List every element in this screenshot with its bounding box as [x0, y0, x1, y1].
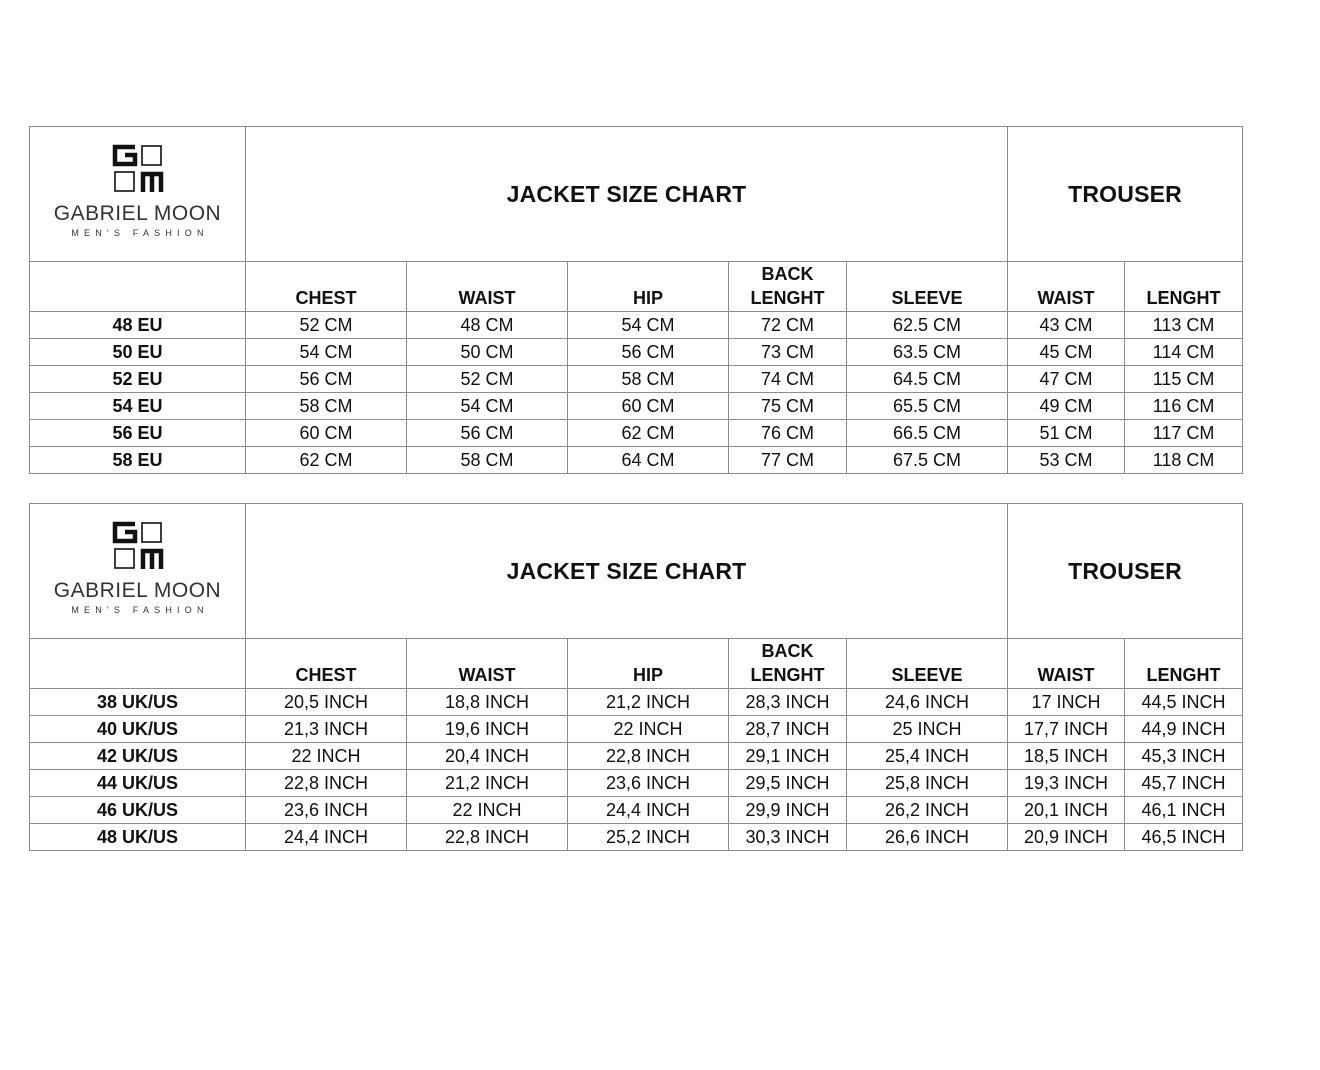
table-row	[30, 770, 1243, 797]
hip-cell: 58 CM	[568, 366, 729, 393]
back-length-cell: 29,1 INCH	[729, 743, 847, 770]
hip-cell: 22 INCH	[568, 716, 729, 743]
chest-header: CHEST	[246, 639, 407, 689]
trouser-length-header: LENGHT	[1125, 639, 1243, 689]
waist-cell: 19,6 INCH	[407, 716, 568, 743]
chest-cell: 62 CM	[246, 447, 407, 474]
trouser-waist-cell: 51 CM	[1008, 420, 1125, 447]
table-row	[30, 447, 1243, 474]
size-label: 42 UK/US	[30, 743, 246, 770]
chest-cell: 52 CM	[246, 312, 407, 339]
hip-cell: 23,6 INCH	[568, 770, 729, 797]
trouser-title: TROUSER	[1008, 127, 1243, 262]
table-row	[30, 312, 1243, 339]
waist-cell: 54 CM	[407, 393, 568, 420]
back-length-header	[729, 262, 847, 312]
column-header-row	[30, 262, 1243, 312]
size-label: 46 UK/US	[30, 797, 246, 824]
waist-cell: 58 CM	[407, 447, 568, 474]
column-header-row	[30, 639, 1243, 689]
size-label: 58 EU	[30, 447, 246, 474]
sleeve-cell: 25 INCH	[847, 716, 1008, 743]
back-length-cell: 28,7 INCH	[729, 716, 847, 743]
trouser-length-cell: 44,5 INCH	[1125, 689, 1243, 716]
size-label: 38 UK/US	[30, 689, 246, 716]
sleeve-cell: 62.5 CM	[847, 312, 1008, 339]
hip-cell: 24,4 INCH	[568, 797, 729, 824]
table-body	[30, 689, 1243, 851]
size-label: 56 EU	[30, 420, 246, 447]
waist-cell: 48 CM	[407, 312, 568, 339]
back-length-cell: 29,5 INCH	[729, 770, 847, 797]
brand-logo-cell	[30, 504, 246, 639]
trouser-length-cell: 115 CM	[1125, 366, 1243, 393]
hip-header: HIP	[568, 639, 729, 689]
trouser-waist-cell: 17 INCH	[1008, 689, 1125, 716]
trouser-waist-cell: 53 CM	[1008, 447, 1125, 474]
table-row	[30, 339, 1243, 366]
chest-cell: 24,4 INCH	[246, 824, 407, 851]
waist-header: WAIST	[407, 262, 568, 312]
sleeve-header: SLEEVE	[847, 262, 1008, 312]
hip-header: HIP	[568, 262, 729, 312]
back-length-header-line2: LENGHT	[750, 665, 825, 685]
trouser-length-cell: 45,3 INCH	[1125, 743, 1243, 770]
brand-logo	[30, 526, 245, 616]
size-label: 48 EU	[30, 312, 246, 339]
hip-cell: 25,2 INCH	[568, 824, 729, 851]
trouser-waist-cell: 49 CM	[1008, 393, 1125, 420]
back-length-cell: 74 CM	[729, 366, 847, 393]
size-chart-table-ukus	[29, 503, 1243, 851]
sleeve-cell: 26,2 INCH	[847, 797, 1008, 824]
trouser-length-cell: 114 CM	[1125, 339, 1243, 366]
jacket-size-chart-title: JACKET SIZE CHART	[246, 127, 1008, 262]
sleeve-header: SLEEVE	[847, 639, 1008, 689]
brand-name: GABRIEL MOON	[53, 202, 222, 225]
trouser-length-cell: 46,5 INCH	[1125, 824, 1243, 851]
size-label: 44 UK/US	[30, 770, 246, 797]
trouser-length-cell: 44,9 INCH	[1125, 716, 1243, 743]
table-row	[30, 797, 1243, 824]
hip-cell: 22,8 INCH	[568, 743, 729, 770]
chest-cell: 56 CM	[246, 366, 407, 393]
chest-cell: 21,3 INCH	[246, 716, 407, 743]
chest-cell: 60 CM	[246, 420, 407, 447]
sleeve-cell: 26,6 INCH	[847, 824, 1008, 851]
waist-cell: 20,4 INCH	[407, 743, 568, 770]
chest-cell: 22,8 INCH	[246, 770, 407, 797]
hip-cell: 21,2 INCH	[568, 689, 729, 716]
trouser-waist-cell: 18,5 INCH	[1008, 743, 1125, 770]
back-length-header-line1: BACK	[761, 264, 814, 284]
waist-cell: 18,8 INCH	[407, 689, 568, 716]
gm-logo-icon	[112, 143, 164, 193]
title-row	[30, 504, 1243, 639]
size-column-header	[30, 639, 246, 689]
size-column-header	[30, 262, 246, 312]
back-length-header-line2: LENGHT	[750, 288, 825, 308]
brand-tagline: MEN'S FASHION	[71, 228, 209, 238]
trouser-waist-cell: 19,3 INCH	[1008, 770, 1125, 797]
back-length-cell: 72 CM	[729, 312, 847, 339]
trouser-title: TROUSER	[1008, 504, 1243, 639]
trouser-length-cell: 45,7 INCH	[1125, 770, 1243, 797]
trouser-waist-cell: 47 CM	[1008, 366, 1125, 393]
chest-cell: 54 CM	[246, 339, 407, 366]
table-row	[30, 689, 1243, 716]
back-length-header-line1: BACK	[761, 641, 814, 661]
waist-cell: 52 CM	[407, 366, 568, 393]
trouser-waist-cell: 43 CM	[1008, 312, 1125, 339]
back-length-cell: 75 CM	[729, 393, 847, 420]
trouser-waist-cell: 20,9 INCH	[1008, 824, 1125, 851]
sleeve-cell: 25,4 INCH	[847, 743, 1008, 770]
back-length-cell: 29,9 INCH	[729, 797, 847, 824]
sleeve-cell: 65.5 CM	[847, 393, 1008, 420]
back-length-cell: 28,3 INCH	[729, 689, 847, 716]
sleeve-cell: 66.5 CM	[847, 420, 1008, 447]
table-row	[30, 743, 1243, 770]
table-row	[30, 824, 1243, 851]
waist-cell: 50 CM	[407, 339, 568, 366]
chest-cell: 22 INCH	[246, 743, 407, 770]
brand-tagline: MEN'S FASHION	[71, 605, 209, 615]
sleeve-cell: 25,8 INCH	[847, 770, 1008, 797]
trouser-waist-cell: 17,7 INCH	[1008, 716, 1125, 743]
trouser-waist-header: WAIST	[1008, 639, 1125, 689]
waist-cell: 56 CM	[407, 420, 568, 447]
trouser-length-cell: 116 CM	[1125, 393, 1243, 420]
sleeve-cell: 24,6 INCH	[847, 689, 1008, 716]
size-label: 40 UK/US	[30, 716, 246, 743]
chest-cell: 58 CM	[246, 393, 407, 420]
brand-logo	[30, 149, 245, 239]
back-length-cell: 77 CM	[729, 447, 847, 474]
size-label: 54 EU	[30, 393, 246, 420]
brand-logo-cell	[30, 127, 246, 262]
table-row	[30, 420, 1243, 447]
size-label: 52 EU	[30, 366, 246, 393]
hip-cell: 54 CM	[568, 312, 729, 339]
trouser-waist-cell: 45 CM	[1008, 339, 1125, 366]
waist-cell: 22 INCH	[407, 797, 568, 824]
trouser-length-cell: 117 CM	[1125, 420, 1243, 447]
table-row	[30, 716, 1243, 743]
size-label: 48 UK/US	[30, 824, 246, 851]
waist-header: WAIST	[407, 639, 568, 689]
gm-logo-icon	[112, 520, 164, 570]
sleeve-cell: 64.5 CM	[847, 366, 1008, 393]
back-length-cell: 76 CM	[729, 420, 847, 447]
waist-cell: 22,8 INCH	[407, 824, 568, 851]
size-label: 50 EU	[30, 339, 246, 366]
back-length-cell: 73 CM	[729, 339, 847, 366]
trouser-waist-cell: 20,1 INCH	[1008, 797, 1125, 824]
back-length-header	[729, 639, 847, 689]
brand-name: GABRIEL MOON	[53, 579, 222, 602]
chest-cell: 23,6 INCH	[246, 797, 407, 824]
trouser-length-cell: 113 CM	[1125, 312, 1243, 339]
waist-cell: 21,2 INCH	[407, 770, 568, 797]
title-row	[30, 127, 1243, 262]
chest-header: CHEST	[246, 262, 407, 312]
trouser-length-cell: 46,1 INCH	[1125, 797, 1243, 824]
hip-cell: 62 CM	[568, 420, 729, 447]
hip-cell: 56 CM	[568, 339, 729, 366]
table-row	[30, 393, 1243, 420]
hip-cell: 64 CM	[568, 447, 729, 474]
jacket-size-chart-title: JACKET SIZE CHART	[246, 504, 1008, 639]
table-row	[30, 366, 1243, 393]
table-body	[30, 312, 1243, 474]
chest-cell: 20,5 INCH	[246, 689, 407, 716]
hip-cell: 60 CM	[568, 393, 729, 420]
trouser-length-header: LENGHT	[1125, 262, 1243, 312]
sleeve-cell: 67.5 CM	[847, 447, 1008, 474]
sleeve-cell: 63.5 CM	[847, 339, 1008, 366]
trouser-waist-header: WAIST	[1008, 262, 1125, 312]
size-chart-table-eu	[29, 126, 1243, 474]
back-length-cell: 30,3 INCH	[729, 824, 847, 851]
trouser-length-cell: 118 CM	[1125, 447, 1243, 474]
